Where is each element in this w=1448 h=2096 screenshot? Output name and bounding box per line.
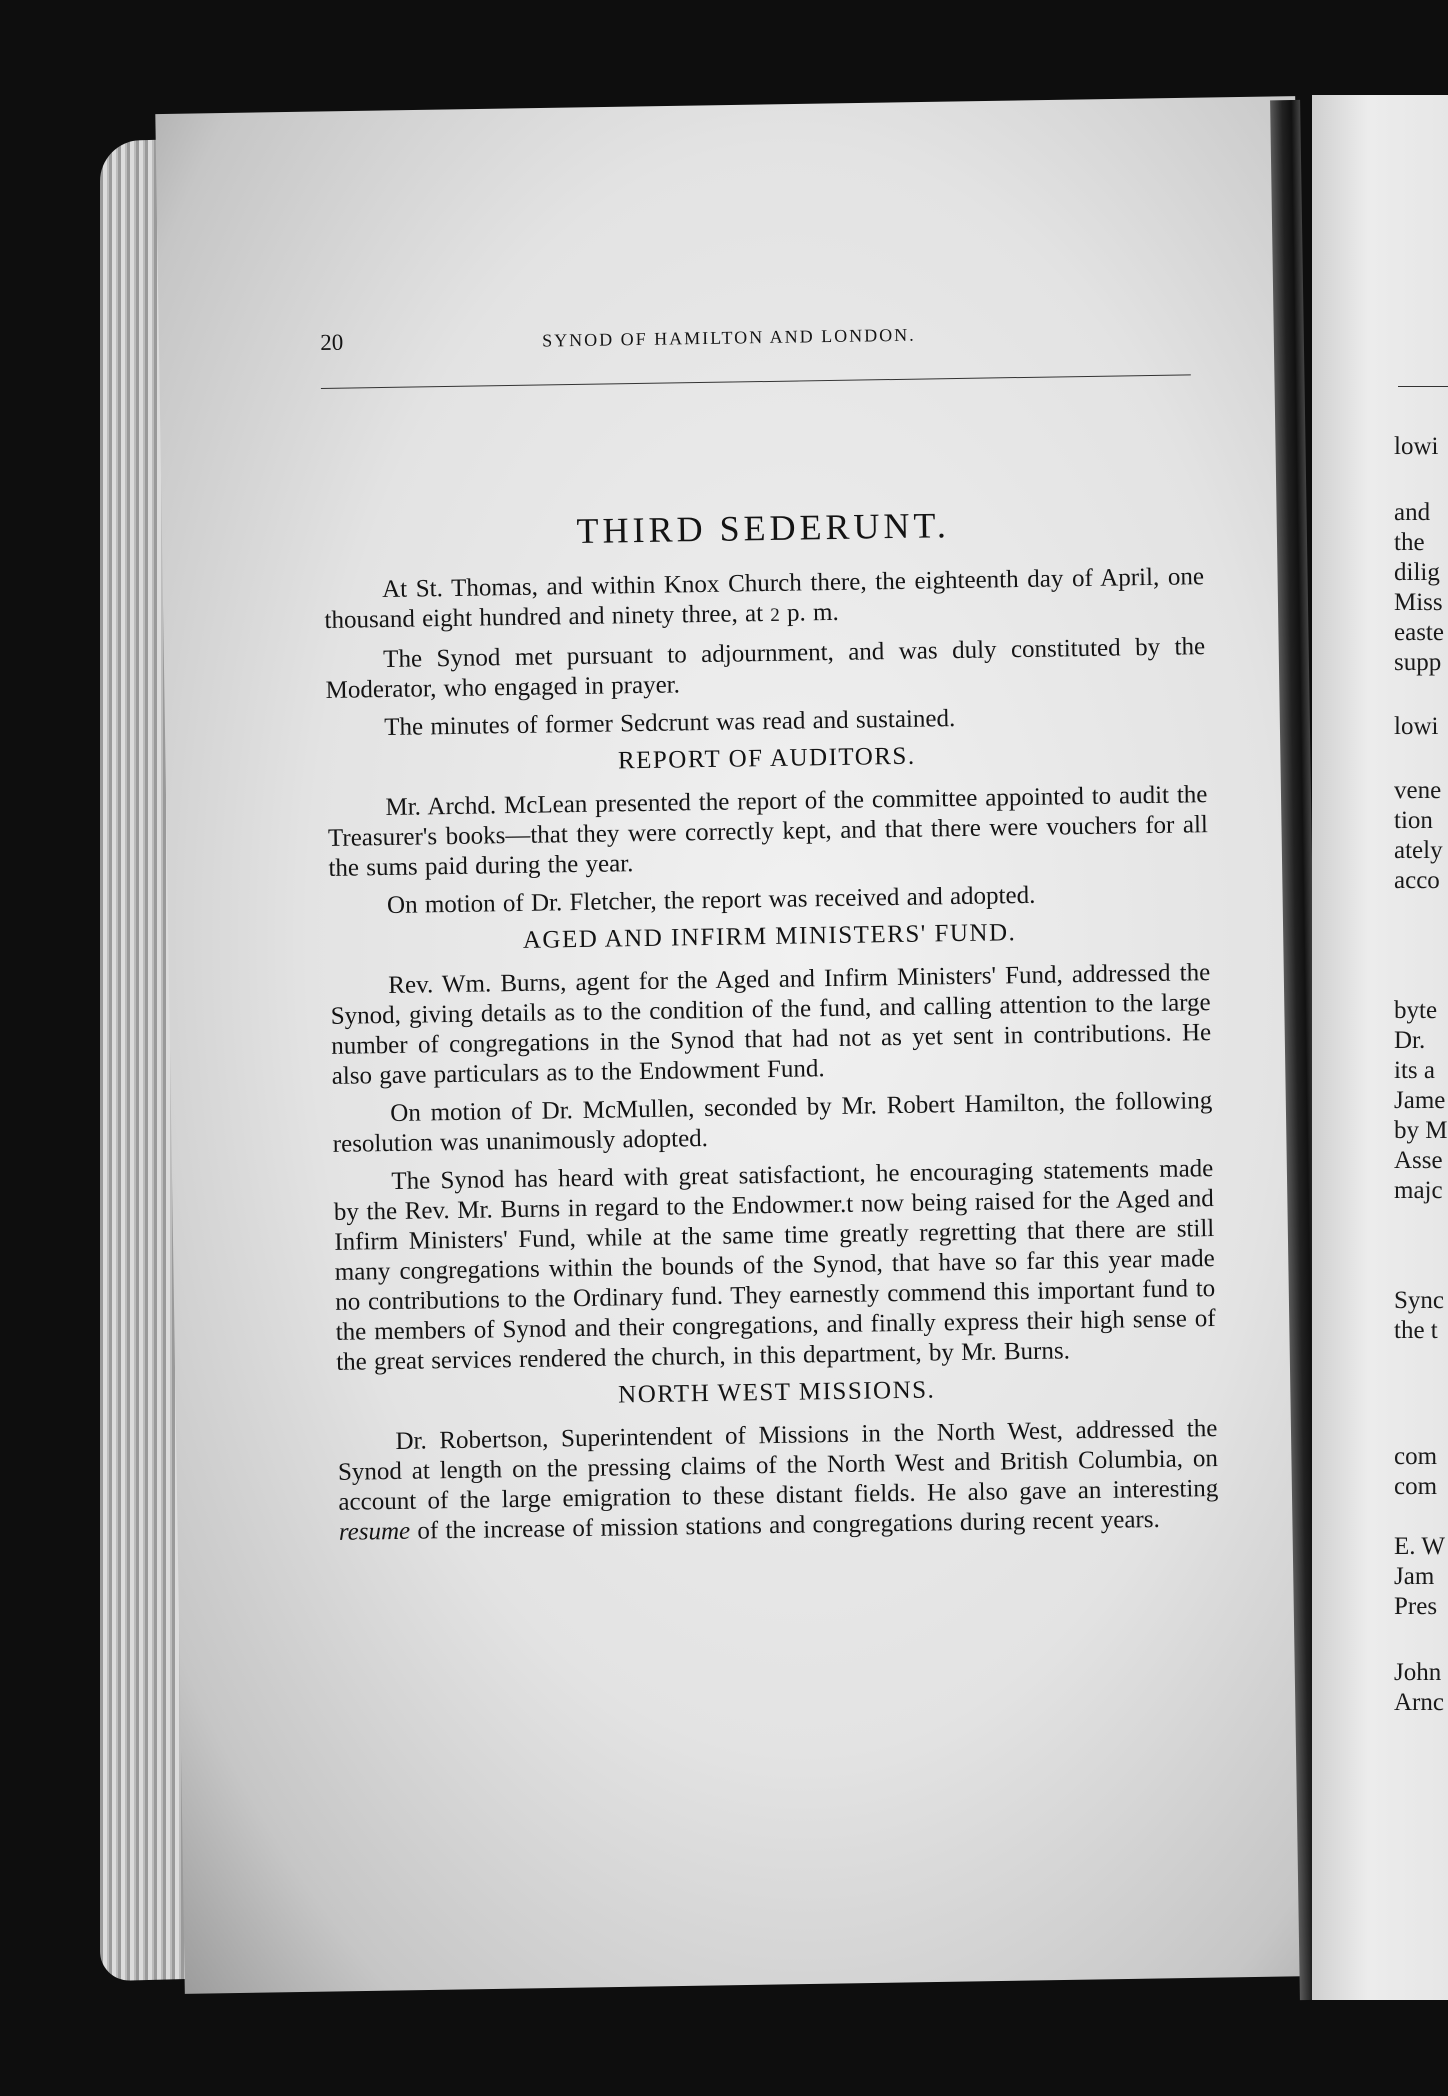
page-number: 20 bbox=[320, 329, 344, 355]
auditors-motion: On motion of Dr. Fletcher, the report was received and adopted. bbox=[386, 881, 1036, 920]
right-page-line: Arnc bbox=[1394, 1689, 1444, 1716]
right-page-line: and bbox=[1394, 499, 1431, 526]
right-page-line: E. W bbox=[1394, 1533, 1445, 1560]
aged-fund-motion: On motion of Dr. McMullen, seconded by Mr. Robert Hamilton, the following resolution was unanimously adopted. bbox=[332, 1087, 1213, 1158]
right-page-line: its a bbox=[1394, 1057, 1435, 1084]
right-page-line: the bbox=[1394, 529, 1425, 556]
minutes-paragraph: The minutes of former Sedcrunt was read and sustained. bbox=[384, 705, 956, 742]
right-page-line: supp bbox=[1394, 649, 1442, 676]
auditors-heading: REPORT OF AUDITORS. bbox=[617, 742, 916, 775]
right-page-line: easte bbox=[1394, 619, 1444, 646]
right-page-line: com bbox=[1394, 1473, 1438, 1500]
synod-met-paragraph: The Synod met pursuant to adjournment, and was duly constituted by the Moderator, who engaged in prayer. bbox=[325, 633, 1206, 704]
section-title: THIRD SEDERUNT. bbox=[576, 505, 951, 551]
north-west-heading: NORTH WEST MISSIONS. bbox=[617, 1376, 936, 1409]
opening-paragraph: At St. Thomas, and within Knox Church there, the eighteenth day of April, one thousand eight hundred and ninety three, at 2 p. m. bbox=[324, 563, 1205, 634]
right-page-line: ately bbox=[1394, 837, 1443, 864]
right-page-line: Jam bbox=[1394, 1563, 1435, 1590]
right-page-line: by M bbox=[1394, 1117, 1448, 1144]
right-page-line: acco bbox=[1394, 867, 1440, 894]
auditors-paragraph: Mr. Archd. McLean presented the report of the committee appointed to audit the Treasurer's books—that they were correctly kept, and that there were vouchers for all the sums paid during the year. bbox=[327, 781, 1209, 882]
right-page-text bbox=[1394, 0, 1448, 2096]
right-page-line: Sync bbox=[1394, 1287, 1444, 1314]
right-page-line: lowi bbox=[1394, 713, 1439, 740]
aged-fund-heading: AGED AND INFIRM MINISTERS' FUND. bbox=[522, 919, 1017, 954]
right-page-line: the t bbox=[1394, 1317, 1438, 1344]
right-page-line: Asse bbox=[1394, 1147, 1443, 1174]
right-page-line: Pres bbox=[1394, 1593, 1438, 1620]
right-page-line: Jame bbox=[1394, 1087, 1446, 1114]
aged-fund-resolution: The Synod has heard with great satisfactiont, he encouraging statements made by the Rev. Mr. Burns in regard to the Endowmer.t now being raised for the Aged and Infirm Ministers' Fund, while at the same time greatly regretting that there are still many congregations within the bounds of the Synod, that have so far this year made no contributions to the Ordinary fund. They earnestly commend this important fund to the members of Synod and their congregations, and finally express their high sense of the great services rendered the church, in this department, by Mr. Burns. bbox=[333, 1155, 1216, 1376]
aged-fund-paragraph: Rev. Wm. Burns, agent for the Aged and Infirm Ministers' Fund, addressed the Synod, giving details as to the condition of the fund, and calling attention to the large number of congregations in the Synod that had not as yet sent in contributions. He also gave particulars as to the Endowment Fund. bbox=[330, 959, 1212, 1090]
right-page-line: Dr. bbox=[1394, 1027, 1426, 1054]
right-page-line: com bbox=[1394, 1443, 1438, 1470]
north-west-paragraph: Dr. Robertson, Superintendent of Missions in the North West, addressed the Synod at length on the pressing claims of the North West and British Columbia, on account of the large emigration to these distant fields. He also gave an interesting resume of the increase of mission stations and congregations during recent years. bbox=[337, 1415, 1219, 1546]
right-page-line: tion bbox=[1394, 807, 1433, 834]
right-page-line: lowi bbox=[1394, 433, 1439, 460]
right-page-line: Miss bbox=[1394, 589, 1443, 616]
right-page-line: majc bbox=[1394, 1177, 1443, 1204]
right-page-line: vene bbox=[1394, 777, 1442, 804]
page-content bbox=[320, 316, 1219, 1556]
right-page-line: John bbox=[1394, 1659, 1442, 1686]
right-page-line: byte bbox=[1394, 997, 1438, 1024]
right-page-line: dilig bbox=[1394, 559, 1440, 586]
header-rule bbox=[321, 374, 1191, 389]
running-title: SYNOD OF HAMILTON AND LONDON. bbox=[542, 324, 916, 351]
